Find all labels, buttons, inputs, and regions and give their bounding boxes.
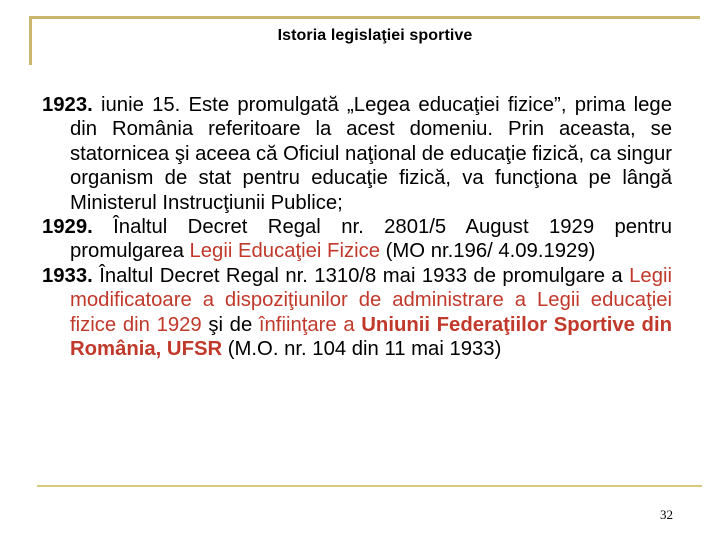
law-name: Legii Educaţiei Fizice [189, 240, 381, 263]
entry-text: şi de [201, 313, 259, 336]
entry-text: Înaltul Decret Regal nr. 2801/5 August 1929 pentru promulgarea [70, 216, 672, 263]
entry-text: (MO nr.196/ 4.09.1929) [380, 240, 596, 263]
slide-body [42, 93, 672, 361]
entry-year: 1929. [42, 216, 93, 239]
entry-year: 1923. [42, 94, 93, 116]
entry-text-red: înfiinţare a [258, 313, 362, 336]
entry-1933 [42, 264, 672, 362]
entry-1929 [42, 215, 672, 264]
organization-name: Uniunii Federaţiilor Sportive din România, UFSR [70, 313, 672, 361]
entry-text: Înaltul Decret Regal nr. 1310/8 mai 1933 de promulgare a [92, 264, 630, 287]
header-bracket-top [29, 16, 700, 19]
law-name: „Legea educaţiei fizice” [347, 94, 561, 116]
entry-1923 [42, 93, 672, 215]
entry-text: (M.O. nr. 104 din 11 mai 1933) [222, 338, 502, 361]
entry-text: , prima lege din România referitoare la acest domeniu. Prin aceasta, se statornicea şi aceea că Oficiul naţional de educaţie fizică, ca singur organism de stat pentru educaţie fizică, va funcţiona pe lângă Ministerul Instrucţiunii Publice; [70, 94, 673, 214]
slide-title: Istoria legislaţiei sportive [277, 27, 473, 44]
footer-divider [37, 485, 702, 487]
law-name: Legii modificatoare a dispoziţiunilor de administrare a Legii educaţiei fizice din 1929 [70, 264, 672, 336]
entry-text: iunie 15. Este promulgată [92, 94, 348, 116]
page-number: 32 [660, 507, 673, 522]
entry-year: 1933. [42, 264, 93, 287]
